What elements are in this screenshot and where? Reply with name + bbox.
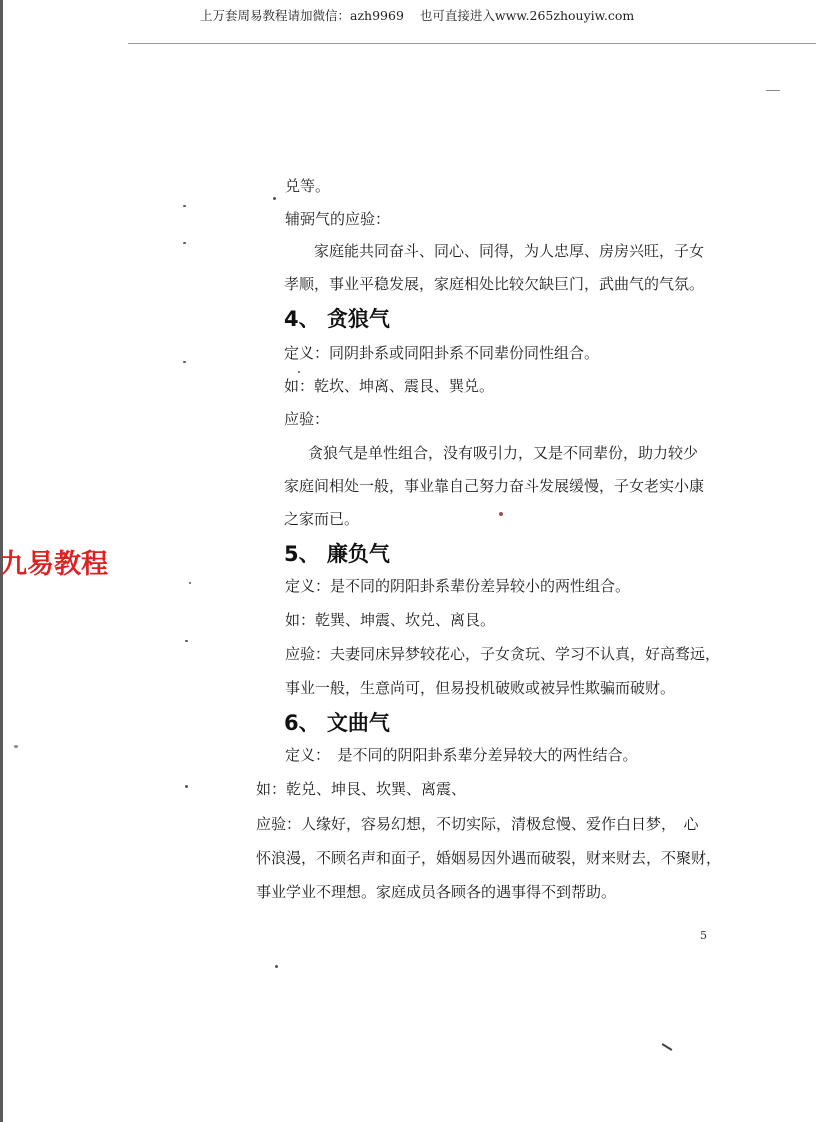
scan-speck [766, 90, 780, 91]
watermark-logo: 九易教程 [0, 549, 108, 580]
text-line: 如：乾坎、坤离、震艮、巽兑。 [284, 377, 495, 395]
section-heading-lianfu: 5、 廉负气 [284, 542, 390, 566]
scan-speck [183, 205, 186, 207]
text-line: 应验： [284, 410, 330, 428]
text-line: 之家而已。 [284, 510, 360, 528]
text-line: 应验：夫妻同床异梦较花心，子女贪玩、学习不认真，好高骛远， [285, 645, 721, 663]
scan-speck [273, 197, 276, 200]
text-line: 贪狼气是单性组合，没有吸引力，又是不同辈份，助力较少 [308, 444, 699, 462]
scan-speck [185, 640, 188, 642]
scan-speck [189, 582, 191, 584]
text-line: 事业一般，生意尚可，但易投机破败或被异性欺骗而破财。 [285, 679, 676, 697]
scan-speck [183, 242, 186, 244]
website-link[interactable]: 也可直接进入www.265zhouyiw.com [419, 8, 635, 23]
scan-speck [14, 745, 18, 748]
text-line: 定义：同阴卦系或同阳卦系不同辈份同性组合。 [284, 344, 600, 362]
scan-speck [185, 785, 188, 788]
page-number: 5 [700, 929, 707, 942]
text-line: 如：乾巽、坤震、坎兑、离艮。 [285, 611, 496, 629]
text-line: 辅弼气的应验： [285, 210, 391, 228]
text-line: 家庭能共同奋斗、同心、同得，为人忠厚、房房兴旺，子女 [314, 242, 705, 260]
text-line: 如：乾兑、坤艮、坎巽、离震、 [256, 780, 467, 798]
scan-speck [298, 371, 300, 373]
scan-speck [183, 361, 186, 363]
text-line: 兑等。 [285, 177, 331, 195]
text-line: 定义： 是不同的阴阳卦系辈分差异较大的两性结合。 [285, 746, 638, 764]
scan-speck [275, 965, 278, 968]
section-heading-wenqu: 6、 文曲气 [284, 711, 390, 735]
text-line: 孝顺，事业平稳发展，家庭相处比较欠缺巨门，武曲气的气氛。 [284, 275, 705, 293]
scan-speck [661, 1043, 672, 1051]
text-line: 事业学业不理想。家庭成员各顾各的遇事得不到帮助。 [256, 883, 617, 901]
text-line: 怀浪漫，不顾名声和面子，婚姻易因外遇而破裂，财来财去，不聚财， [256, 849, 722, 867]
text-line: 家庭间相处一般，事业靠自己努力奋斗发展缓慢，子女老实小康 [284, 477, 705, 495]
text-line: 定义：是不同的阴阳卦系辈份差异较小的两性组合。 [285, 577, 631, 595]
header-divider [128, 43, 816, 44]
wechat-notice: 上万套周易教程请加微信：azh9969 [200, 8, 404, 23]
section-heading-tanlang: 4、 贪狼气 [284, 307, 390, 331]
scan-speck [499, 512, 503, 516]
text-line: 应验：人缘好，容易幻想，不切实际，清极怠慢、爱作白日梦， 心 [256, 815, 699, 833]
